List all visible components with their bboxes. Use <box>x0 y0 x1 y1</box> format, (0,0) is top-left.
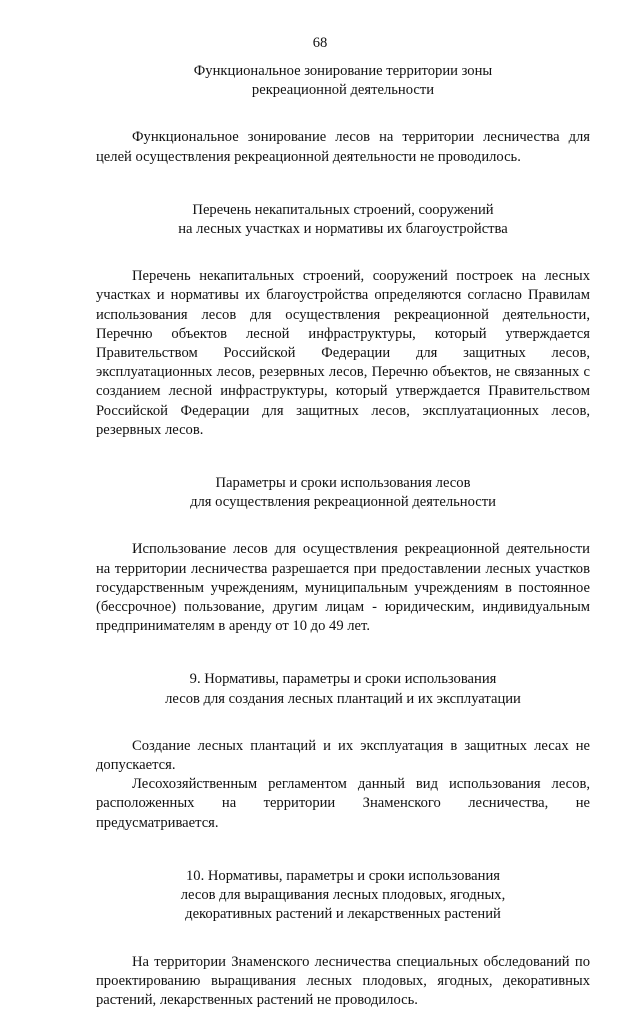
paragraph: Создание лесных плантаций и их эксплуатация в защитных лесах не допускается. <box>96 737 590 775</box>
heading-line: лесов для создания лесных плантаций и их эксплуатации <box>96 690 590 709</box>
heading-line: лесов для выращивания лесных плодовых, ягодных, <box>96 886 590 905</box>
heading-line: Функциональное зонирование территории зоны <box>96 62 590 81</box>
section-heading-recreation-zoning <box>96 62 590 100</box>
heading-line: рекреационной деятельности <box>96 81 590 100</box>
section-heading-fruit-berry-medicinal <box>96 867 590 925</box>
section-heading-forest-plantations <box>96 670 590 708</box>
paragraph: Лесохозяйственным регламентом данный вид использования лесов, расположенных на территории Знаменского лесничества, не предусматривается. <box>96 775 590 833</box>
section-heading-noncapital-structures <box>96 201 590 239</box>
heading-line: на лесных участках и нормативы их благоустройства <box>96 220 590 239</box>
heading-line: декоративных растений и лекарственных растений <box>96 905 590 924</box>
heading-line: 10. Нормативы, параметры и сроки использования <box>96 867 590 886</box>
heading-line: для осуществления рекреационной деятельности <box>96 493 590 512</box>
paragraph: Использование лесов для осуществления рекреационной деятельности на территории лесничества разрешается при предоставлении лесных участков государственным учреждениям, муниципальным учреждениям в постоянное (бессрочное) пользование, другим лицам - юридическим, индивидуальным предпринимателям в аренду от 10 до 49 лет. <box>96 540 590 636</box>
paragraph: Функциональное зонирование лесов на территории лесничества для целей осуществления рекреационной деятельности не проводилось. <box>96 128 590 166</box>
heading-line: Параметры и сроки использования лесов <box>96 474 590 493</box>
heading-line: 9. Нормативы, параметры и сроки использования <box>96 670 590 689</box>
paragraph: Перечень некапитальных строений, сооружений построек на лесных участках и нормативы их благоустройства определяются согласно Правилам использования лесов для осуществления рекреационной деятельности, Перечню объектов лесной инфраструктуры, который утверждается Правительством Российской Федерации для защитных лесов, эксплуатационных лесов, резервных лесов, Перечню объектов, не связанных с созданием лесной инфраструктуры, который утверждается Правительством Российской Федерации для защитных лесов, эксплуатационных лесов, резервных лесов. <box>96 267 590 440</box>
paragraph: На территории Знаменского лесничества специальных обследований по проектированию выращивания лесных плодовых, ягодных, декоративных растений, лекарственных растений не проводилось. <box>96 953 590 1010</box>
page-content <box>96 62 590 1010</box>
section-heading-recreation-parameters <box>96 474 590 512</box>
page-number: 68 <box>0 34 640 53</box>
heading-line: Перечень некапитальных строений, сооружений <box>96 201 590 220</box>
